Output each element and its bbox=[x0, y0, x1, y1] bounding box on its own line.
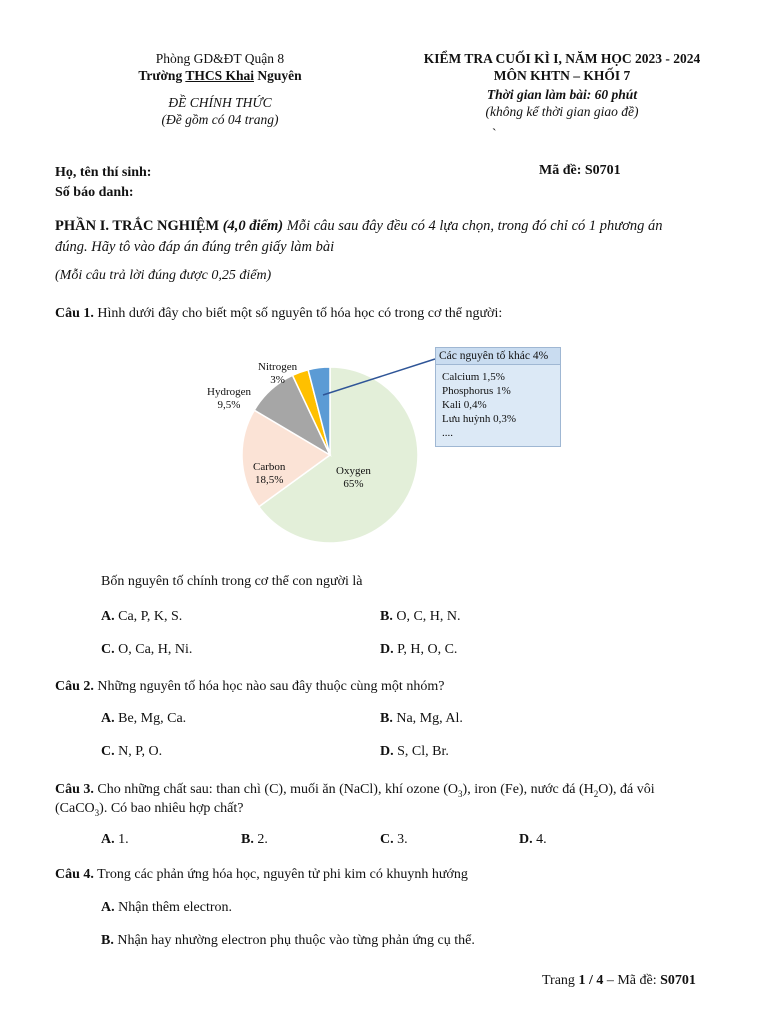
other-element-item: Lưu huỳnh 0,3% bbox=[442, 413, 517, 425]
q4-option-a[interactable]: A. Nhận thêm electron. bbox=[101, 900, 233, 915]
exam-time: Thời gian làm bài: 60 phút bbox=[486, 87, 638, 102]
q1-option-d[interactable]: D. P, H, O, C. bbox=[380, 642, 458, 657]
exam-title: KIỂM TRA CUỐI KÌ I, NĂM HỌC 2023 - 2024 bbox=[423, 51, 701, 66]
other-element-item: Kali 0,4% bbox=[442, 399, 487, 411]
q1-option-c[interactable]: C. O, Ca, H, Ni. bbox=[101, 642, 193, 657]
q1-prompt: Bốn nguyên tố chính trong cơ thể con người là bbox=[101, 574, 363, 589]
other-element-item: .... bbox=[442, 427, 453, 439]
q2-option-a[interactable]: A. Be, Mg, Ca. bbox=[101, 711, 187, 726]
slice-label-nitrogen: Nitrogen 3% bbox=[258, 361, 298, 386]
q2-option-c[interactable]: C. N, P, O. bbox=[101, 744, 163, 759]
other-element-item: Calcium 1,5% bbox=[442, 371, 505, 383]
part1-scoring: (Mỗi câu trả lời đúng được 0,25 điểm) bbox=[55, 268, 272, 283]
q1-option-b[interactable]: B. O, C, H, N. bbox=[380, 609, 461, 624]
part1-instr-2: đúng. Hãy tô vào đáp án đúng trên giấy làm bài bbox=[55, 239, 335, 255]
pie-chart bbox=[195, 345, 575, 565]
q3-stem-line2: (CaCO$_3$). Có bao nhiêu hợp chất? bbox=[55, 801, 244, 818]
q4-option-b[interactable]: B. Nhận hay nhường electron phụ thuộc vào từng phản ứng cụ thể. bbox=[101, 933, 475, 948]
slice-label-carbon: Carbon 18,5% bbox=[253, 461, 286, 486]
official-label: ĐỀ CHÍNH THỨC bbox=[168, 95, 272, 110]
page-count: (Đề gồm có 04 trang) bbox=[161, 112, 279, 127]
student-name-label: Họ, tên thí sinh: bbox=[55, 165, 152, 180]
q2-option-d[interactable]: D. S, Cl, Br. bbox=[380, 744, 449, 759]
part1-line1 bbox=[55, 217, 663, 236]
other-element-item: Phosphorus 1% bbox=[442, 385, 511, 397]
dept-name: Phòng GD&ĐT Quận 8 bbox=[155, 51, 285, 66]
page-footer: Trang 1 / 4 – Mã đề: S0701 bbox=[542, 973, 696, 988]
q1-stem: Câu 1. Hình dưới đây cho biết một số nguyên tố hóa học có trong cơ thể người: bbox=[55, 306, 503, 321]
other-elements-box bbox=[435, 347, 561, 447]
part1-instr-1: Mỗi câu sau đây đều có 4 lựa chọn, trong đó chỉ có 1 phương án bbox=[286, 218, 663, 234]
part1-points: (4,0 điểm) bbox=[222, 218, 284, 234]
q3-option-a[interactable]: A. 1. bbox=[101, 832, 129, 847]
q2-stem: Câu 2. Những nguyên tố hóa học nào sau đây thuộc cùng một nhóm? bbox=[55, 679, 445, 694]
exam-code: Mã đề: S0701 bbox=[539, 163, 621, 178]
other-elements-title: Các nguyên tố khác 4% bbox=[436, 348, 560, 365]
q2-option-b[interactable]: B. Na, Mg, Al. bbox=[380, 711, 463, 726]
slice-label-hydrogen: Hydrogen 9,5% bbox=[207, 386, 251, 411]
subject: MÔN KHTN – KHỐI 7 bbox=[493, 68, 631, 83]
q1-option-a[interactable]: A. Ca, P, K, S. bbox=[101, 609, 183, 624]
stray-mark: ` bbox=[492, 126, 497, 141]
q3-option-b[interactable]: B. 2. bbox=[241, 832, 268, 847]
q3-option-c[interactable]: C. 3. bbox=[380, 832, 408, 847]
q4-stem: Câu 4. Trong các phản ứng hóa học, nguyên tử phi kim có khuynh hướng bbox=[55, 867, 468, 882]
header-right bbox=[390, 50, 734, 120]
slice-label-oxygen: Oxygen 65% bbox=[336, 465, 371, 490]
student-id-label: Số báo danh: bbox=[55, 185, 134, 200]
part1-title: PHẦN I. TRẮC NGHIỆM bbox=[55, 218, 220, 234]
q3-option-d[interactable]: D. 4. bbox=[519, 832, 547, 847]
q3-stem-line1: Câu 3. Cho những chất sau: than chì (C), muối ăn (NaCl), khí ozone $(O_3)$, iron (Fe), nước đá $(H_2O)$, đá vôi bbox=[55, 782, 655, 799]
exam-time-note: (không kể thời gian giao đề) bbox=[485, 104, 639, 119]
school-name: Trường THCS Khai Nguyên bbox=[138, 68, 302, 83]
header-left bbox=[120, 50, 320, 128]
